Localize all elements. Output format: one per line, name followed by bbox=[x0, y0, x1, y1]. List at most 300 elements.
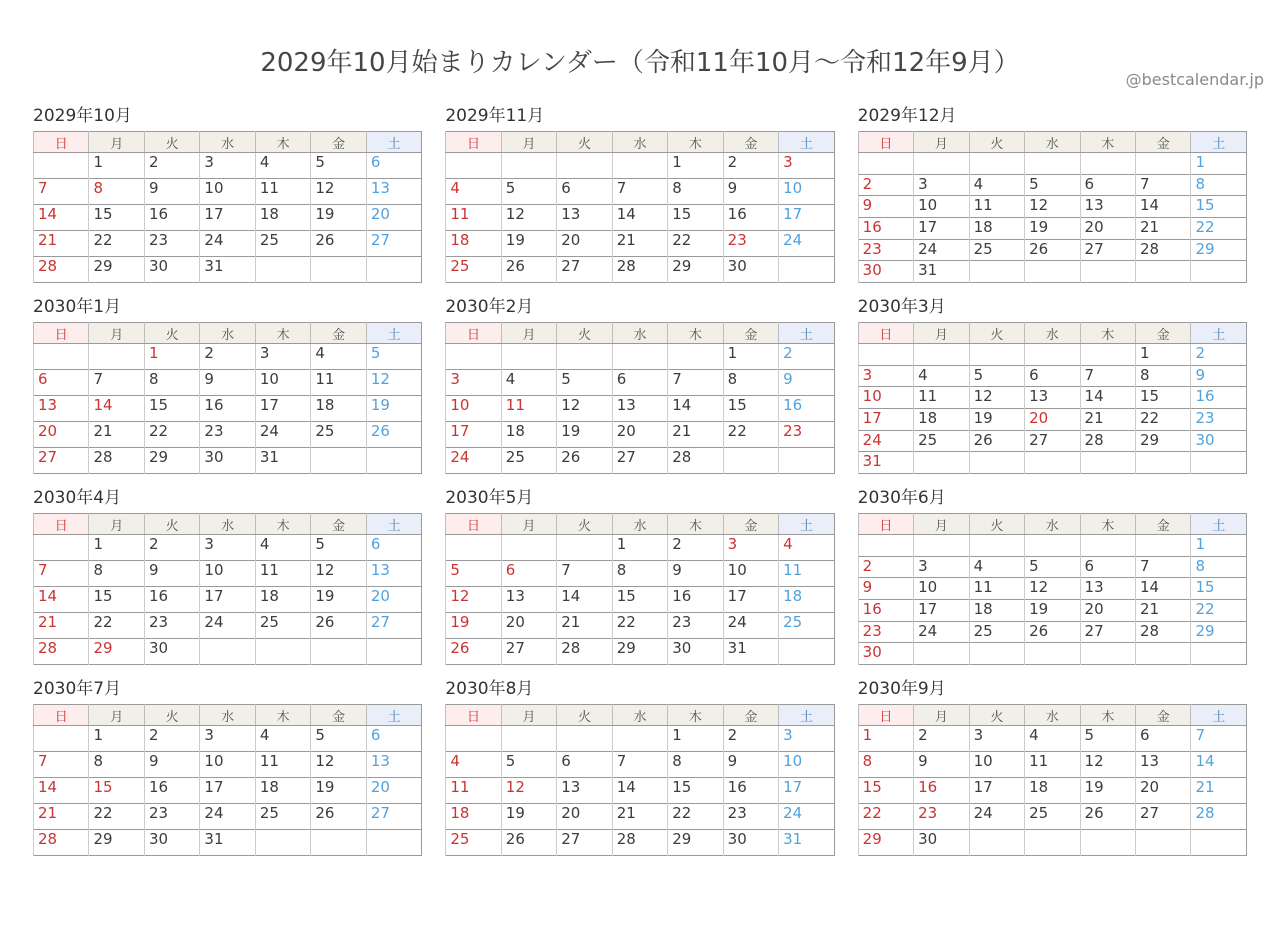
day-cell: 24 bbox=[969, 804, 1024, 830]
day-cell: 1 bbox=[612, 535, 667, 561]
empty-cell bbox=[969, 830, 1024, 856]
month-title: 2030年7月 bbox=[33, 679, 122, 699]
day-cell: 3 bbox=[779, 153, 835, 179]
day-cell: 8 bbox=[858, 752, 913, 778]
day-cell: 12 bbox=[366, 370, 422, 396]
months-grid bbox=[33, 105, 1247, 856]
week-row bbox=[34, 752, 422, 778]
day-cell: 16 bbox=[144, 778, 199, 804]
empty-cell bbox=[1025, 261, 1080, 283]
week-row bbox=[34, 613, 422, 639]
weekday-header: 火 bbox=[557, 132, 612, 153]
weekday-header: 金 bbox=[1136, 514, 1191, 535]
month-table bbox=[33, 704, 422, 856]
month-title: 2030年6月 bbox=[857, 488, 946, 508]
empty-cell bbox=[34, 535, 89, 561]
week-row bbox=[858, 830, 1246, 856]
weekday-header: 金 bbox=[1136, 132, 1191, 153]
week-row bbox=[858, 153, 1246, 175]
day-cell: 6 bbox=[1080, 556, 1135, 578]
empty-cell bbox=[612, 153, 667, 179]
page-title: 2029年10月始まりカレンダー（令和11年10月～令和12年9月） bbox=[260, 48, 1020, 78]
empty-cell bbox=[969, 452, 1024, 474]
week-row bbox=[34, 344, 422, 370]
day-cell: 23 bbox=[1191, 408, 1247, 430]
day-cell: 10 bbox=[779, 179, 835, 205]
day-cell: 17 bbox=[200, 587, 255, 613]
week-row bbox=[446, 778, 834, 804]
weekday-header: 日 bbox=[446, 705, 501, 726]
weekday-header: 木 bbox=[668, 705, 723, 726]
day-cell: 25 bbox=[255, 804, 310, 830]
day-cell: 5 bbox=[311, 726, 366, 752]
day-cell: 9 bbox=[858, 578, 913, 600]
day-cell: 18 bbox=[1025, 778, 1080, 804]
empty-cell bbox=[1191, 452, 1247, 474]
empty-cell bbox=[366, 448, 422, 474]
day-cell: 28 bbox=[557, 639, 612, 665]
day-cell: 6 bbox=[366, 153, 422, 179]
weekday-header: 火 bbox=[144, 514, 199, 535]
empty-cell bbox=[779, 639, 835, 665]
day-cell: 5 bbox=[1025, 174, 1080, 196]
day-cell: 23 bbox=[723, 231, 778, 257]
day-cell: 30 bbox=[200, 448, 255, 474]
day-cell: 10 bbox=[255, 370, 310, 396]
day-cell: 10 bbox=[969, 752, 1024, 778]
day-cell: 3 bbox=[446, 370, 501, 396]
day-cell: 6 bbox=[1080, 174, 1135, 196]
empty-cell bbox=[969, 153, 1024, 175]
weekday-header: 土 bbox=[1191, 514, 1247, 535]
day-cell: 24 bbox=[858, 430, 913, 452]
day-cell: 27 bbox=[366, 804, 422, 830]
week-row bbox=[858, 804, 1246, 830]
week-row bbox=[34, 205, 422, 231]
day-cell: 9 bbox=[779, 370, 835, 396]
day-cell: 22 bbox=[723, 422, 778, 448]
day-cell: 23 bbox=[858, 239, 913, 261]
day-cell: 30 bbox=[858, 643, 913, 665]
week-row bbox=[858, 387, 1246, 409]
day-cell: 23 bbox=[723, 804, 778, 830]
week-row bbox=[446, 257, 834, 283]
day-cell: 22 bbox=[1191, 599, 1247, 621]
day-cell: 21 bbox=[34, 231, 89, 257]
day-cell: 24 bbox=[446, 448, 501, 474]
day-cell: 23 bbox=[144, 613, 199, 639]
day-cell: 1 bbox=[1136, 344, 1191, 366]
day-cell: 16 bbox=[668, 587, 723, 613]
empty-cell bbox=[858, 535, 913, 557]
weekday-header: 日 bbox=[34, 514, 89, 535]
day-cell: 29 bbox=[89, 639, 144, 665]
day-cell: 1 bbox=[668, 726, 723, 752]
day-cell: 17 bbox=[858, 408, 913, 430]
day-cell: 3 bbox=[969, 726, 1024, 752]
week-row bbox=[858, 578, 1246, 600]
day-cell: 10 bbox=[200, 561, 255, 587]
day-cell: 26 bbox=[1025, 239, 1080, 261]
weekday-header: 木 bbox=[1080, 132, 1135, 153]
week-row bbox=[34, 535, 422, 561]
week-row bbox=[446, 205, 834, 231]
day-cell: 24 bbox=[200, 804, 255, 830]
week-row bbox=[446, 344, 834, 370]
week-row bbox=[34, 726, 422, 752]
day-cell: 26 bbox=[311, 804, 366, 830]
day-cell: 27 bbox=[366, 231, 422, 257]
day-cell: 18 bbox=[779, 587, 835, 613]
empty-cell bbox=[200, 639, 255, 665]
empty-cell bbox=[311, 639, 366, 665]
day-cell: 12 bbox=[311, 561, 366, 587]
weekday-header: 月 bbox=[89, 132, 144, 153]
day-cell: 5 bbox=[501, 179, 556, 205]
day-cell: 11 bbox=[969, 196, 1024, 218]
week-row bbox=[34, 396, 422, 422]
day-cell: 5 bbox=[1025, 556, 1080, 578]
day-cell: 11 bbox=[255, 752, 310, 778]
day-cell: 3 bbox=[914, 556, 969, 578]
day-cell: 30 bbox=[914, 830, 969, 856]
weekday-header: 金 bbox=[1136, 323, 1191, 344]
day-cell: 16 bbox=[144, 205, 199, 231]
day-cell: 22 bbox=[612, 613, 667, 639]
month-calendar bbox=[445, 296, 834, 474]
week-row bbox=[858, 556, 1246, 578]
week-row bbox=[446, 804, 834, 830]
day-cell: 12 bbox=[446, 587, 501, 613]
day-cell: 3 bbox=[723, 535, 778, 561]
day-cell: 13 bbox=[366, 179, 422, 205]
day-cell: 8 bbox=[723, 370, 778, 396]
day-cell: 16 bbox=[144, 587, 199, 613]
day-cell: 22 bbox=[89, 613, 144, 639]
empty-cell bbox=[1136, 643, 1191, 665]
day-cell: 2 bbox=[1191, 344, 1247, 366]
day-cell: 14 bbox=[1080, 387, 1135, 409]
day-cell: 16 bbox=[858, 217, 913, 239]
day-cell: 25 bbox=[501, 448, 556, 474]
day-cell: 21 bbox=[668, 422, 723, 448]
week-row bbox=[446, 587, 834, 613]
weekday-header: 木 bbox=[255, 132, 310, 153]
day-cell: 13 bbox=[366, 752, 422, 778]
weekday-header: 水 bbox=[1025, 514, 1080, 535]
weekday-header: 水 bbox=[612, 705, 667, 726]
week-row bbox=[858, 261, 1246, 283]
day-cell: 26 bbox=[1080, 804, 1135, 830]
week-row bbox=[34, 448, 422, 474]
day-cell: 4 bbox=[255, 535, 310, 561]
weekday-header: 土 bbox=[779, 514, 835, 535]
day-cell: 25 bbox=[255, 231, 310, 257]
weekday-header: 水 bbox=[200, 323, 255, 344]
empty-cell bbox=[1080, 452, 1135, 474]
day-cell: 21 bbox=[1136, 599, 1191, 621]
month-title: 2030年1月 bbox=[33, 297, 122, 317]
weekday-header: 木 bbox=[668, 514, 723, 535]
week-row bbox=[858, 752, 1246, 778]
day-cell: 6 bbox=[366, 535, 422, 561]
weekday-header: 火 bbox=[144, 132, 199, 153]
day-cell: 5 bbox=[311, 153, 366, 179]
empty-cell bbox=[366, 639, 422, 665]
day-cell: 4 bbox=[914, 365, 969, 387]
week-row bbox=[446, 422, 834, 448]
weekday-header: 火 bbox=[969, 514, 1024, 535]
month-calendar bbox=[33, 296, 422, 474]
day-cell: 24 bbox=[779, 231, 835, 257]
month-table bbox=[858, 513, 1247, 665]
week-row bbox=[446, 726, 834, 752]
day-cell: 6 bbox=[557, 179, 612, 205]
day-cell: 2 bbox=[144, 535, 199, 561]
day-cell: 4 bbox=[969, 556, 1024, 578]
day-cell: 30 bbox=[144, 257, 199, 283]
day-cell: 25 bbox=[311, 422, 366, 448]
day-cell: 31 bbox=[255, 448, 310, 474]
day-cell: 18 bbox=[446, 231, 501, 257]
day-cell: 31 bbox=[723, 639, 778, 665]
week-row bbox=[858, 174, 1246, 196]
week-row bbox=[446, 830, 834, 856]
empty-cell bbox=[914, 643, 969, 665]
empty-cell bbox=[1025, 344, 1080, 366]
day-cell: 21 bbox=[612, 804, 667, 830]
day-cell: 5 bbox=[501, 752, 556, 778]
day-cell: 2 bbox=[144, 726, 199, 752]
day-cell: 28 bbox=[612, 830, 667, 856]
day-cell: 2 bbox=[668, 535, 723, 561]
empty-cell bbox=[501, 726, 556, 752]
empty-cell bbox=[1136, 452, 1191, 474]
empty-cell bbox=[1025, 452, 1080, 474]
day-cell: 11 bbox=[255, 561, 310, 587]
day-cell: 12 bbox=[1025, 196, 1080, 218]
month-title: 2030年4月 bbox=[33, 488, 122, 508]
day-cell: 8 bbox=[668, 179, 723, 205]
day-cell: 14 bbox=[1191, 752, 1247, 778]
weekday-header: 土 bbox=[366, 705, 422, 726]
empty-cell bbox=[255, 639, 310, 665]
day-cell: 8 bbox=[89, 752, 144, 778]
day-cell: 2 bbox=[144, 153, 199, 179]
empty-cell bbox=[501, 153, 556, 179]
day-cell: 27 bbox=[557, 830, 612, 856]
day-cell: 11 bbox=[501, 396, 556, 422]
day-cell: 11 bbox=[914, 387, 969, 409]
day-cell: 28 bbox=[1191, 804, 1247, 830]
weekday-header: 木 bbox=[1080, 514, 1135, 535]
day-cell: 27 bbox=[612, 448, 667, 474]
day-cell: 10 bbox=[779, 752, 835, 778]
day-cell: 15 bbox=[89, 778, 144, 804]
weekday-header: 木 bbox=[1080, 705, 1135, 726]
empty-cell bbox=[1136, 261, 1191, 283]
empty-cell bbox=[1136, 535, 1191, 557]
day-cell: 23 bbox=[200, 422, 255, 448]
day-cell: 10 bbox=[200, 179, 255, 205]
day-cell: 22 bbox=[1191, 217, 1247, 239]
day-cell: 19 bbox=[311, 205, 366, 231]
day-cell: 24 bbox=[200, 231, 255, 257]
empty-cell bbox=[255, 830, 310, 856]
day-cell: 27 bbox=[1136, 804, 1191, 830]
day-cell: 11 bbox=[1025, 752, 1080, 778]
day-cell: 28 bbox=[34, 257, 89, 283]
day-cell: 6 bbox=[557, 752, 612, 778]
day-cell: 1 bbox=[858, 726, 913, 752]
day-cell: 21 bbox=[1136, 217, 1191, 239]
empty-cell bbox=[311, 257, 366, 283]
day-cell: 16 bbox=[914, 778, 969, 804]
day-cell: 15 bbox=[612, 587, 667, 613]
weekday-header: 金 bbox=[723, 323, 778, 344]
week-row bbox=[446, 613, 834, 639]
day-cell: 24 bbox=[914, 621, 969, 643]
day-cell: 11 bbox=[446, 205, 501, 231]
day-cell: 20 bbox=[1025, 408, 1080, 430]
day-cell: 1 bbox=[89, 153, 144, 179]
day-cell: 8 bbox=[1191, 556, 1247, 578]
week-row bbox=[858, 344, 1246, 366]
weekday-header: 水 bbox=[612, 514, 667, 535]
weekday-header: 月 bbox=[89, 705, 144, 726]
empty-cell bbox=[612, 344, 667, 370]
day-cell: 17 bbox=[914, 599, 969, 621]
day-cell: 20 bbox=[34, 422, 89, 448]
day-cell: 25 bbox=[969, 621, 1024, 643]
day-cell: 9 bbox=[723, 179, 778, 205]
weekday-header: 木 bbox=[255, 514, 310, 535]
day-cell: 30 bbox=[144, 830, 199, 856]
weekday-header: 金 bbox=[311, 323, 366, 344]
weekday-header: 月 bbox=[89, 323, 144, 344]
weekday-header: 水 bbox=[200, 705, 255, 726]
empty-cell bbox=[1136, 830, 1191, 856]
day-cell: 19 bbox=[311, 587, 366, 613]
empty-cell bbox=[311, 448, 366, 474]
day-cell: 25 bbox=[779, 613, 835, 639]
day-cell: 24 bbox=[200, 613, 255, 639]
weekday-header: 土 bbox=[1191, 705, 1247, 726]
empty-cell bbox=[1080, 830, 1135, 856]
weekday-header: 日 bbox=[34, 705, 89, 726]
empty-cell bbox=[557, 535, 612, 561]
week-row bbox=[34, 422, 422, 448]
empty-cell bbox=[1080, 153, 1135, 175]
week-row bbox=[34, 830, 422, 856]
day-cell: 3 bbox=[200, 153, 255, 179]
weekday-header: 月 bbox=[89, 514, 144, 535]
empty-cell bbox=[779, 257, 835, 283]
day-cell: 5 bbox=[969, 365, 1024, 387]
day-cell: 28 bbox=[34, 830, 89, 856]
day-cell: 8 bbox=[612, 561, 667, 587]
day-cell: 19 bbox=[501, 804, 556, 830]
weekday-header: 水 bbox=[200, 514, 255, 535]
day-cell: 4 bbox=[255, 153, 310, 179]
weekday-header: 土 bbox=[779, 323, 835, 344]
week-row bbox=[858, 430, 1246, 452]
empty-cell bbox=[969, 344, 1024, 366]
day-cell: 14 bbox=[612, 205, 667, 231]
empty-cell bbox=[914, 344, 969, 366]
week-row bbox=[34, 179, 422, 205]
empty-cell bbox=[969, 261, 1024, 283]
empty-cell bbox=[969, 643, 1024, 665]
day-cell: 7 bbox=[612, 752, 667, 778]
day-cell: 17 bbox=[779, 778, 835, 804]
month-calendar bbox=[858, 105, 1247, 283]
weekday-header: 木 bbox=[1080, 323, 1135, 344]
day-cell: 4 bbox=[311, 344, 366, 370]
day-cell: 31 bbox=[858, 452, 913, 474]
week-row bbox=[858, 217, 1246, 239]
day-cell: 29 bbox=[612, 639, 667, 665]
day-cell: 29 bbox=[1136, 430, 1191, 452]
day-cell: 30 bbox=[1191, 430, 1247, 452]
day-cell: 13 bbox=[1025, 387, 1080, 409]
day-cell: 19 bbox=[1025, 599, 1080, 621]
weekday-header: 火 bbox=[557, 705, 612, 726]
month-table bbox=[445, 131, 834, 283]
day-cell: 20 bbox=[557, 231, 612, 257]
day-cell: 13 bbox=[1080, 578, 1135, 600]
week-row bbox=[446, 561, 834, 587]
day-cell: 12 bbox=[501, 205, 556, 231]
weekday-header: 月 bbox=[914, 132, 969, 153]
day-cell: 21 bbox=[34, 804, 89, 830]
weekday-header: 土 bbox=[779, 705, 835, 726]
day-cell: 25 bbox=[1025, 804, 1080, 830]
day-cell: 17 bbox=[969, 778, 1024, 804]
day-cell: 10 bbox=[914, 196, 969, 218]
day-cell: 29 bbox=[858, 830, 913, 856]
empty-cell bbox=[366, 257, 422, 283]
week-row bbox=[858, 621, 1246, 643]
week-row bbox=[34, 778, 422, 804]
month-title: 2030年2月 bbox=[445, 297, 534, 317]
day-cell: 5 bbox=[446, 561, 501, 587]
day-cell: 18 bbox=[914, 408, 969, 430]
month-calendar bbox=[445, 105, 834, 283]
day-cell: 11 bbox=[969, 578, 1024, 600]
day-cell: 7 bbox=[1136, 556, 1191, 578]
day-cell: 14 bbox=[1136, 196, 1191, 218]
day-cell: 18 bbox=[255, 778, 310, 804]
day-cell: 8 bbox=[668, 752, 723, 778]
day-cell: 13 bbox=[1080, 196, 1135, 218]
empty-cell bbox=[1191, 643, 1247, 665]
day-cell: 3 bbox=[200, 726, 255, 752]
weekday-header: 金 bbox=[723, 132, 778, 153]
week-row bbox=[446, 448, 834, 474]
weekday-header: 日 bbox=[858, 323, 913, 344]
day-cell: 23 bbox=[779, 422, 835, 448]
weekday-header: 水 bbox=[200, 132, 255, 153]
month-title: 2030年8月 bbox=[445, 679, 534, 699]
day-cell: 26 bbox=[366, 422, 422, 448]
day-cell: 6 bbox=[1136, 726, 1191, 752]
day-cell: 7 bbox=[34, 752, 89, 778]
day-cell: 25 bbox=[255, 613, 310, 639]
day-cell: 31 bbox=[914, 261, 969, 283]
day-cell: 30 bbox=[668, 639, 723, 665]
day-cell: 25 bbox=[969, 239, 1024, 261]
